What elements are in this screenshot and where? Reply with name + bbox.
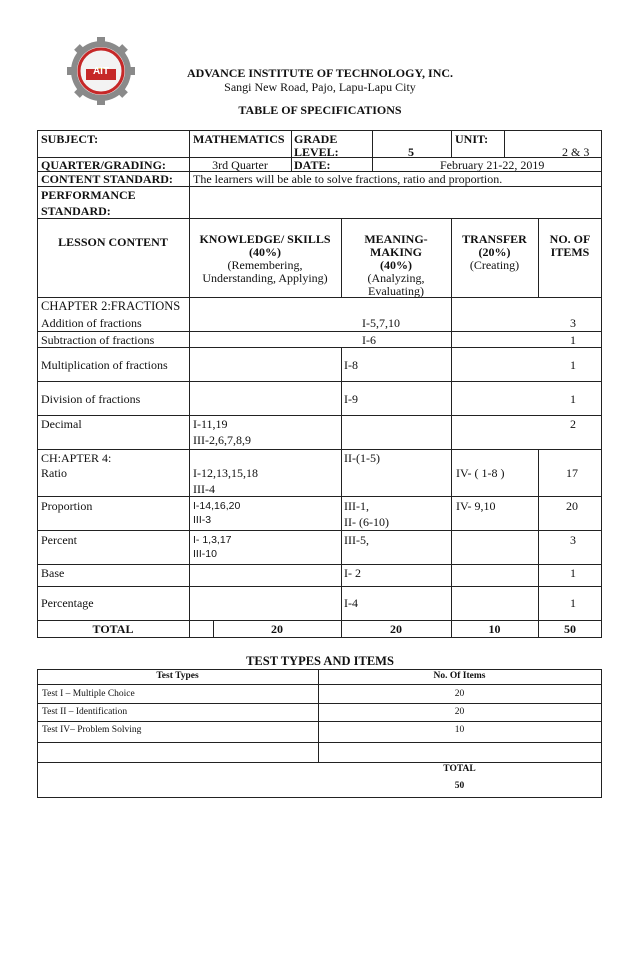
base-items: 1 (570, 566, 576, 580)
test-row-2-items: 20 (454, 707, 465, 717)
percentage-label: Percentage (41, 596, 94, 610)
percent-knowledge-1: I- 1,3,17 (193, 534, 232, 546)
percent-items: 3 (570, 533, 576, 547)
total-transfer: 10 (488, 622, 501, 636)
grade-value: 5 (408, 145, 414, 159)
institution-address: Sangi New Road, Pajo, Lapu-Lapu City (224, 80, 416, 94)
proportion-meaning-1: III-1, (344, 499, 369, 513)
division-meaning: I-9 (344, 392, 358, 406)
content-standard-label: CONTENT STANDARD: (41, 172, 173, 186)
division-label: Division of fractions (41, 392, 141, 406)
unit-value: 2 & 3 (562, 145, 590, 159)
proportion-transfer: IV- 9,10 (456, 499, 496, 513)
subtraction-label: Subtraction of fractions (41, 333, 155, 347)
percent-knowledge-2: III-10 (193, 548, 217, 560)
percentage-items: 1 (570, 596, 576, 610)
subject-value: MATHEMATICS (193, 132, 285, 146)
col-knowledge: KNOWLEDGE/ SKILLS (40%) (Remembering, Understanding, Applying) (199, 232, 331, 285)
multiplication-label: Multiplication of fractions (41, 358, 168, 372)
performance-label-line1: PERFORMANCE (41, 188, 136, 202)
multiplication-meaning: I-8 (344, 358, 358, 372)
unit-label: UNIT: (455, 132, 489, 146)
test-row-3-type: Test IV– Problem Solving (42, 725, 142, 735)
proportion-knowledge-2: III-3 (193, 514, 212, 526)
col-meaning-making: MEANING- MAKING (40%) (Analyzing, Evaluating) (364, 232, 428, 298)
proportion-items: 20 (566, 499, 578, 513)
test-types-title: TEST TYPES AND ITEMS (246, 654, 394, 668)
proportion-knowledge-1: I-14,16,20 (193, 500, 241, 512)
col-transfer: TRANSFER (20%) (Creating) (462, 232, 527, 272)
chapter-4-heading: CH:APTER 4: (41, 451, 112, 465)
base-label: Base (41, 566, 65, 580)
institution-name: ADVANCE INSTITUTE OF TECHNOLOGY, INC. (186, 66, 454, 80)
col-no-of-items: NO. OF ITEMS (549, 232, 591, 259)
school-logo (66, 36, 136, 106)
addition-meaning: I-5,7,10 (362, 316, 400, 330)
date-value: February 21-22, 2019 (440, 158, 545, 172)
percent-meaning: III-5, (344, 533, 369, 547)
proportion-label: Proportion (41, 499, 93, 513)
addition-label: Addition of fractions (41, 316, 142, 330)
test-total-label: TOTAL (443, 764, 476, 774)
decimal-knowledge-2: III-2,6,7,8,9 (193, 433, 251, 447)
total-items: 50 (564, 622, 576, 636)
ratio-label: Ratio (41, 466, 67, 480)
chapter-2-heading: CHAPTER 2:FRACTIONS (41, 299, 181, 313)
test-row-2-type: Test II – Identification (42, 707, 128, 717)
grade-label-line2: LEVEL: (294, 145, 339, 159)
base-meaning: I- 2 (344, 566, 361, 580)
division-items: 1 (570, 392, 576, 406)
percent-label: Percent (41, 533, 77, 547)
test-total-value: 50 (454, 781, 465, 791)
ratio-items: 17 (566, 466, 578, 480)
ratio-knowledge-2: III-4 (193, 482, 215, 496)
test-types-col-items: No. Of Items (433, 671, 486, 681)
performance-label-line2: STANDARD: (41, 204, 111, 218)
total-label: TOTAL (92, 622, 134, 636)
subtraction-meaning: I-6 (362, 333, 376, 347)
test-row-1-items: 20 (454, 689, 465, 699)
document-title: TABLE OF SPECIFICATIONS (238, 103, 402, 117)
decimal-knowledge-1: I-11,19 (193, 417, 228, 431)
proportion-meaning-2: II- (6-10) (344, 515, 389, 529)
total-knowledge: 20 (271, 622, 283, 636)
subtraction-items: 1 (570, 333, 576, 347)
test-types-col-type: Test Types (156, 671, 199, 681)
test-row-3-items: 10 (454, 725, 465, 735)
col-lesson-content: LESSON CONTENT (58, 235, 168, 249)
ratio-knowledge-1: I-12,13,15,18 (193, 466, 258, 480)
ratio-meaning: II-(1-5) (344, 451, 380, 465)
quarter-label: QUARTER/GRADING: (41, 158, 166, 172)
quarter-value: 3rd Quarter (212, 158, 268, 172)
ratio-transfer: IV- ( 1-8 ) (456, 466, 505, 480)
total-meaning: 20 (390, 622, 402, 636)
subject-label: SUBJECT: (41, 132, 99, 146)
decimal-items: 2 (570, 417, 576, 431)
grade-label-line1: GRADE (294, 132, 338, 146)
logo-text: AIT (92, 66, 110, 77)
percentage-meaning: I-4 (344, 596, 358, 610)
content-standard-value: The learners will be able to solve fractions, ratio and proportion. (193, 172, 503, 186)
decimal-label: Decimal (41, 417, 82, 431)
addition-items: 3 (570, 316, 576, 330)
multiplication-items: 1 (570, 358, 576, 372)
test-row-1-type: Test I – Multiple Choice (42, 689, 135, 699)
date-label: DATE: (294, 158, 331, 172)
